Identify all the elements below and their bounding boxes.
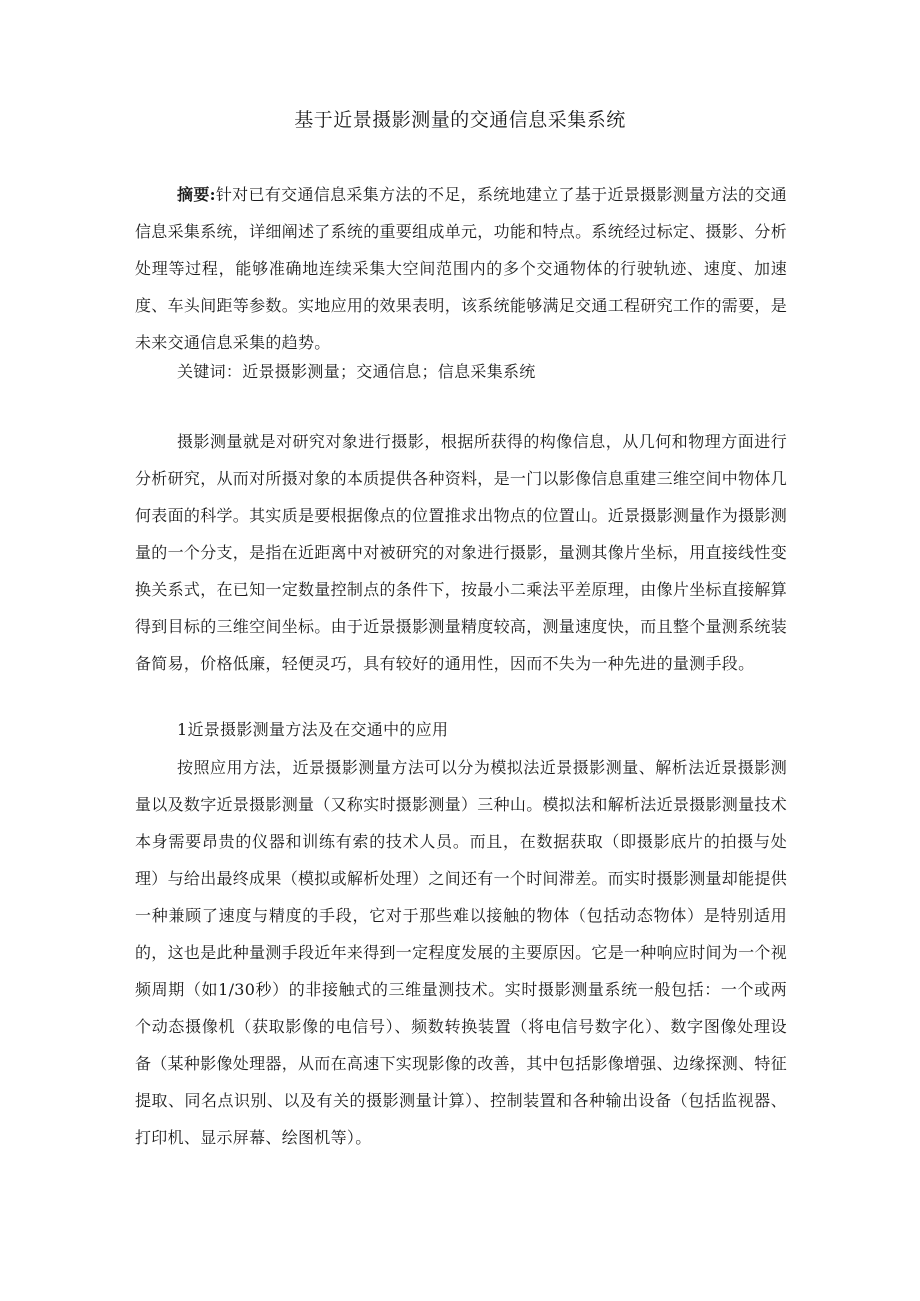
body-paragraph-1: 摄影测量就是对研究对象进行摄影，根据所获得的构像信息，从几何和物理方面进行分析研究，从而对所摄对象的本质提供各种资料，是一门以影像信息重建三维空间中物体几何表面的科学。其实质是要根据像点的位置推求出物点的位置山。近景摄影测量作为摄影测量的一个分支，是指在近距离中对被研究的对象进行摄影，量测其像片坐标，用直接线性变换关系式，在已知一定数量控制点的条件下，按最小二乘法平差原理，由像片坐标直接解算得到目标的三维空间坐标。由于近景摄影测量精度较高，测量速度快，而且整个量测系统装备简易，价格低廉，轻便灵巧，具有较好的通用性，因而不失为一种先进的量测手段。 (135, 432, 788, 673)
keywords-line (135, 353, 787, 390)
abstract-label: 摘要: (177, 185, 216, 204)
keywords-label: 关键词： (177, 362, 243, 381)
body-paragraph-2: 按照应用方法，近景摄影测量方法可以分为模拟法近景摄影测量、解析法近景摄影测量以及数字近景摄影测量（又称实时摄影测量）三种山。模拟法和解析法近景摄影测量技术本身需要昂贵的仪器和训练有索的技术人员。而且，在数据获取（即摄影底片的拍摄与处理）与给出最终成果（模拟或解析处理）之间还有一个时间滞差。而实时摄影测量却能提供一种兼顾了速度与精度的手段，它对于那些难以接触的物体（包括动态物体）是特别适用的，这也是此种量测手段近年来得到一定程度发展的主要原因。它是一种响应时间为一个视频周期（如1/30秒）的非接触式的三维量测技术。实时摄影测量系统一般包括：一个或两个动态摄像机（获取影像的电信号）、频数转换装置（将电信号数字化）、数字图像处理设备（某种影像处理器，从而在高速下实现影像的改善，其中包括影像增强、边缘探测、特征提取、同名点识别、以及有关的摄影测量计算）、控制装置和各种输出设备（包括监视器、打印机、显示屏幕、绘图机等）。 (135, 758, 788, 1147)
abstract-text: 针对已有交通信息采集方法的不足，系统地建立了基于近景摄影测量方法的交通信息采集系统，详细阐述了系统的重要组成单元，功能和特点。系统经过标定、摄影、分析处理等过程，能够准确地连续采集大空间范围内的多个交通物体的行驶轨迹、速度、加速度、车头间距等参数。实地应用的效果表明，该系统能够满足交通工程研究工作的需要，是未来交通信息采集的趋势。 (135, 185, 788, 352)
keywords-text: 近景摄影测量；交通信息；信息采集系统 (242, 362, 536, 381)
section-heading-1: 1近景摄影测量方法及在交通中的应用 (177, 720, 449, 739)
abstract-paragraph (135, 176, 787, 361)
document-title: 基于近景摄影测量的交通信息采集系统 (294, 109, 626, 131)
